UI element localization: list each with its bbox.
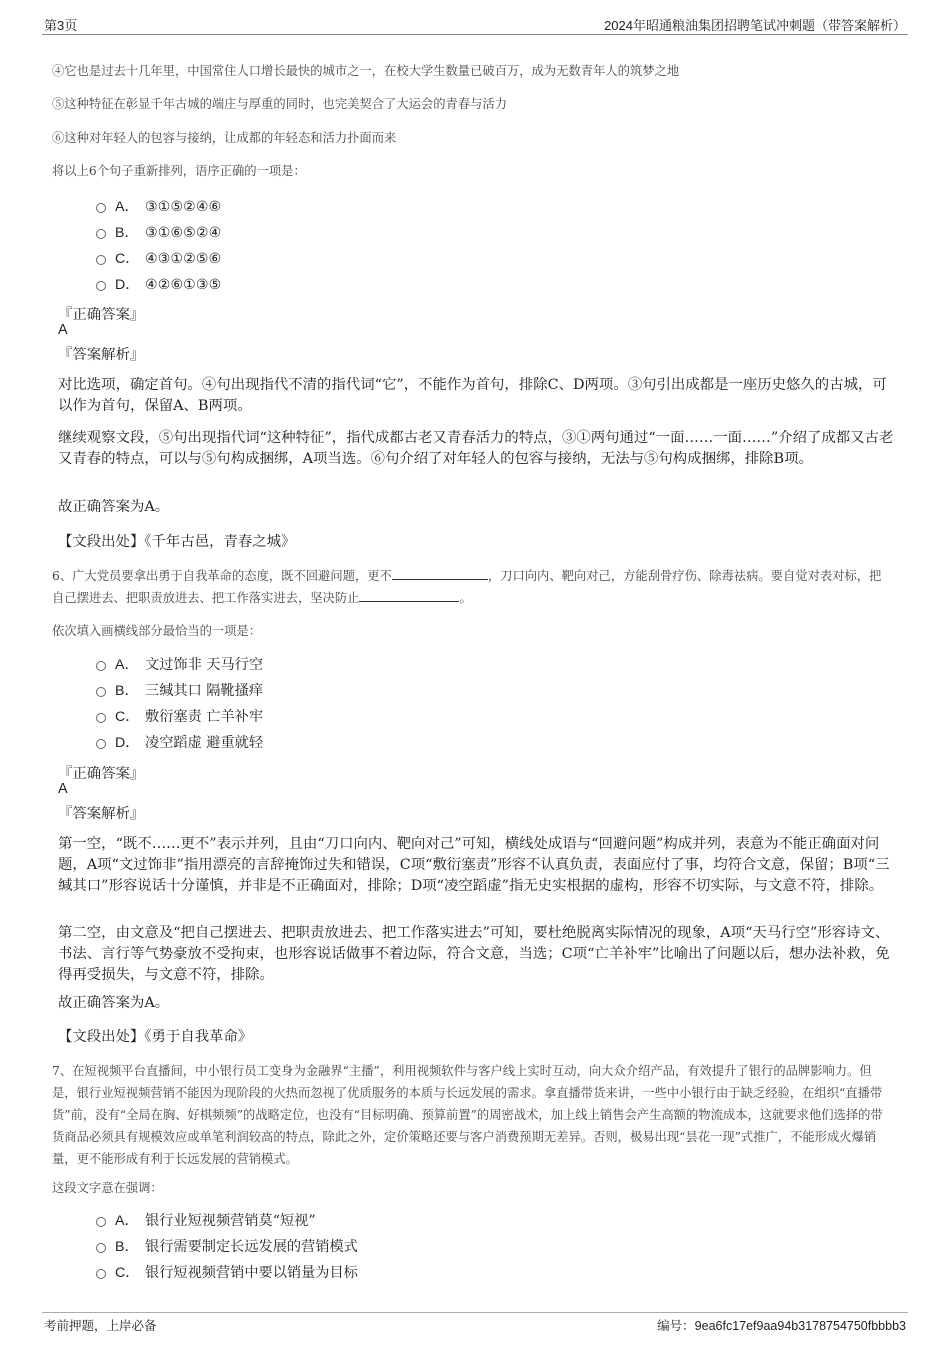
analysis-paragraph: 第二空，由文意及“把自己摆进去、把职责放进去、把工作落实进去”可知，要杜绝脱离实际情况的现象，A项“天马行空”形容诗文、书法、言行等气势豪放不受拘束，也形容说话做事不着边际，符合文意，当选；C项“亡羊补牢”比喻出了问题以后，想办法补救，免得再受损失，与文意不符，排除。 <box>58 925 890 983</box>
option-d[interactable]: D． ④②⑥①③⑤ <box>96 274 221 296</box>
radio-icon[interactable] <box>96 255 106 265</box>
sentence-5: ⑤这种特征在彰显千年古城的端庄与厚重的同时，也完美契合了大运会的青春与活力 <box>52 97 507 111</box>
radio-icon[interactable] <box>96 687 106 697</box>
radio-icon[interactable] <box>96 1217 106 1227</box>
radio-icon[interactable] <box>96 661 106 671</box>
page-header <box>42 12 908 35</box>
question-prompt: 将以上6个句子重新排列，语序正确的一项是： <box>52 164 306 178</box>
analysis-conclusion: 故正确答案为A。 <box>58 499 170 515</box>
option-a[interactable]: A． 文过饰非 天马行空 <box>96 654 263 676</box>
footer-slogan: 考前押题，上岸必备 <box>44 1318 157 1333</box>
option-b[interactable]: B． 银行需要制定长远发展的营销模式 <box>96 1236 358 1258</box>
page-number: 第3页 <box>44 18 78 33</box>
option-c[interactable]: C． 敷衍塞责 亡羊补牢 <box>96 706 263 728</box>
radio-icon[interactable] <box>96 203 106 213</box>
source-citation: 【文段出处】《千年古邑，青春之城》 <box>58 534 296 550</box>
option-b[interactable]: B． ③①⑥⑤②④ <box>96 222 221 244</box>
radio-icon[interactable] <box>96 739 106 749</box>
option-a[interactable]: A． 银行业短视频营销莫“短视” <box>96 1210 316 1232</box>
document-title: 2024年昭通粮油集团招聘笔试冲刺题（带答案解析） <box>604 18 906 33</box>
option-d[interactable]: D． 凌空蹈虚 避重就轻 <box>96 732 263 754</box>
correct-answer-label: 『正确答案』 <box>58 307 145 323</box>
analysis-paragraph: 继续观察文段，⑤句出现指代词“这种特征”，指代成都古老又青春活力的特点，③①两句通过“一面……一面……”介绍了成都又古老又青春的特点，可以与⑤句构成捆绑，A项当选。⑥句介绍了对年轻人的包容与接纳，无法与⑤句构成捆绑，排除B项。 <box>58 430 894 467</box>
analysis-label: 『答案解析』 <box>58 806 145 822</box>
correct-answer: A <box>58 781 68 797</box>
question-stem: 7、在短视频平台直播间，中小银行员工变身为金融界“主播”，利用视频软件与客户线上实时互动，向大众介绍产品，有效提升了银行的品牌影响力。但是，银行业短视频营销不能因为现阶段的火热而忽视了优质服务的本质与长远发展的需求。拿直播带货来讲，一些中小银行由于缺乏经验，在组织“直播带货”前，没有“全局在胸、好棋频频”的战略定位，也没有“目标明确、预算前置”的周密战术，加上线上销售会产生高额的物流成本，这就要求他们选择的带货商品必须具有规模效应或单笔利润较高的特点，除此之外，定价策略还要与客户消费预期无差异。否则，极易出现“昙花一现”式推广，不能形成火爆销量，更不能形成有利于长远发展的营销模式。 <box>52 1064 883 1166</box>
correct-answer: A <box>58 322 68 338</box>
source-citation: 【文段出处】《勇于自我革命》 <box>58 1029 253 1045</box>
page-footer <box>42 1312 908 1337</box>
question-stem: 6、广大党员要拿出勇于自我革命的态度，既不回避问题，更不 ，刀口向内、靶向对己，方能刮骨疗伤、除毒祛病。要自觉对表对标，把自己摆进去、把职责放进去、把工作落实进去，坚决防止 。 <box>52 565 892 609</box>
option-b[interactable]: B． 三缄其口 隔靴搔痒 <box>96 680 263 702</box>
analysis-paragraph: 第一空，“既不……更不”表示并列，且由“刀口向内、靶向对己”可知，横线处成语与“回避问题”构成并列，表意为不能正确面对问题，A项“文过饰非”指用漂亮的言辞掩饰过失和错误，C项“敷衍塞责”形容不认真负责，表面应付了事，均符合文意，保留；B项“三缄其口”形容说话十分谨慎，并非是不正确面对，排除；D项“凌空蹈虚”指无史实根据的虚构，形容不切实际，与文意不符，排除。 <box>58 836 890 894</box>
radio-icon[interactable] <box>96 281 106 291</box>
radio-icon[interactable] <box>96 1269 106 1279</box>
option-a[interactable]: A． ③①⑤②④⑥ <box>96 196 221 218</box>
radio-icon[interactable] <box>96 1243 106 1253</box>
analysis-paragraph: 对比选项，确定首句。④句出现指代不清的指代词“它”，不能作为首句，排除C、D两项。③句引出成都是一座历史悠久的古城，可以作为首句，保留A、B两项。 <box>58 377 887 414</box>
option-c[interactable]: C． 银行短视频营销中要以销量为目标 <box>96 1262 358 1284</box>
sentence-6: ⑥这种对年轻人的包容与接纳，让成都的年轻态和活力扑面而来 <box>52 131 397 145</box>
document-id: 编号：9ea6fc17ef9aa94b3178754750fbbbb3 <box>657 1319 906 1333</box>
correct-answer-label: 『正确答案』 <box>58 766 145 782</box>
option-c[interactable]: C． ④③①②⑤⑥ <box>96 248 221 270</box>
analysis-conclusion: 故正确答案为A。 <box>58 995 170 1011</box>
sentence-4: ④它也是过去十几年里，中国常住人口增长最快的城市之一，在校大学生数量已破百万，成为无数青年人的筑梦之地 <box>52 64 680 78</box>
fill-blank <box>359 587 459 602</box>
question-prompt: 这段文字意在强调： <box>52 1181 163 1195</box>
analysis-label: 『答案解析』 <box>58 347 145 363</box>
radio-icon[interactable] <box>96 229 106 239</box>
fill-blank <box>392 565 488 580</box>
radio-icon[interactable] <box>96 713 106 723</box>
question-prompt: 依次填入画横线部分最恰当的一项是： <box>52 624 262 638</box>
